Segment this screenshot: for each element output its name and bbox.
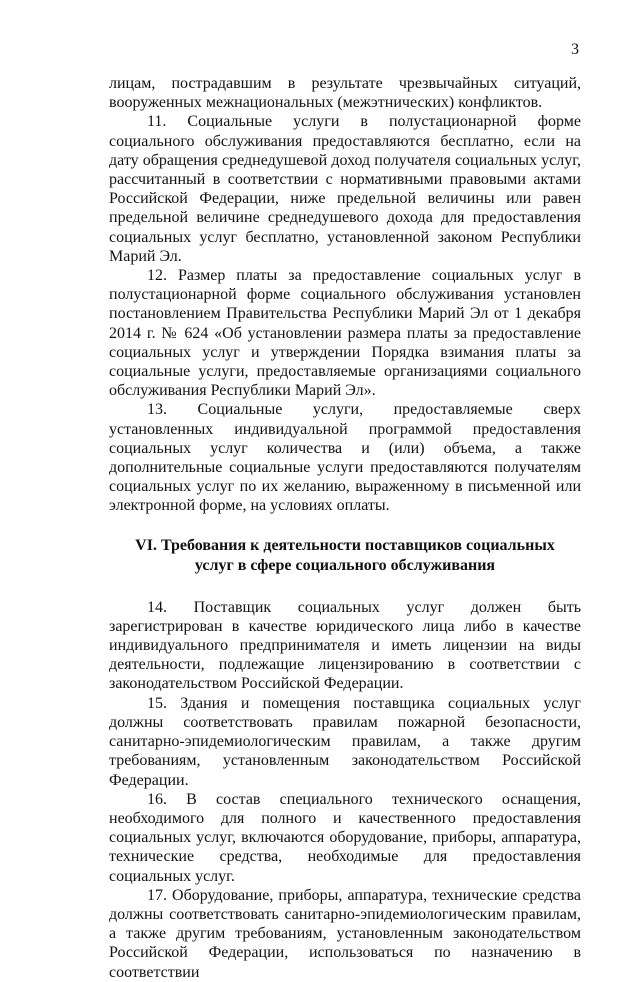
page-number: 3 (571, 41, 579, 58)
document-body (109, 74, 581, 982)
section-heading-line-1: VI. Требования к деятельности поставщиков социальных (135, 536, 555, 554)
paragraph-16: 16. В состав специального технического оснащения, необходимого для полного и качественного предоставления социальных услуг, включаются оборудование, приборы, аппаратура, технические средства, необходимые для предоставления социальных услуг. (109, 790, 581, 885)
section-heading (109, 536, 581, 576)
paragraph-14: 14. Поставщик социальных услуг должен быть зарегистрирован в качестве юридического лица либо в качестве индивидуального предпринимателя и иметь лицензии на виды деятельности, подлежащие лицензированию в соответствии с законодательством Российской Федерации. (109, 598, 581, 693)
paragraph-13: 13. Социальные услуги, предоставляемые сверх установленных индивидуальной программой предоставления социальных услуг количества и (или) объема, а также дополнительные социальные услуги предоставляются получателям социальных услуг по их желанию, выраженному в письменной или электронной форме, на условиях оплаты. (109, 401, 581, 515)
paragraph-continuation: лицам, пострадавшим в результате чрезвычайных ситуаций, вооруженных межнациональных (межэтнических) конфликтов. (109, 75, 581, 112)
section-heading-line-2: услуг в сфере социального обслуживания (194, 556, 496, 574)
paragraph-12: 12. Размер платы за предоставление социальных услуг в полустационарной форме социального обслуживания установлен постановлением Правительства Республики Марий Эл от 1 декабря 2014 г. № 624 «Об установлении размера платы за предоставление социальных услуг и утверждении Порядка взимания платы за социальные услуги, предоставляемые организациями социального обслуживания Республики Марий Эл». (109, 267, 581, 400)
paragraph-15: 15. Здания и помещения поставщика социальных услуг должны соответствовать правилам пожарной безопасности, санитарно-эпидемиологическим правилам, а также другим требованиям, установленным законодательством Российской Федерации. (109, 694, 581, 789)
paragraph-17: 17. Оборудование, приборы, аппаратура, технические средства должны соответствовать санитарно-эпидемиологическим правилам, а также другим требованиям, установленным законодательством Российской Федерации, использоваться по назначению в соответствии (109, 886, 581, 981)
paragraph-11: 11. Социальные услуги в полустационарной форме социального обслуживания предоставляются бесплатно, если на дату обращения среднедушевой доход получателя социальных услуг, рассчитанный в соответствии с нормативными правовыми актами Российской Федерации, ниже предельной величины или равен предельной величине среднедушевого дохода для предоставления социальных услуг бесплатно, установленной законом Республики Марий Эл. (109, 113, 581, 265)
